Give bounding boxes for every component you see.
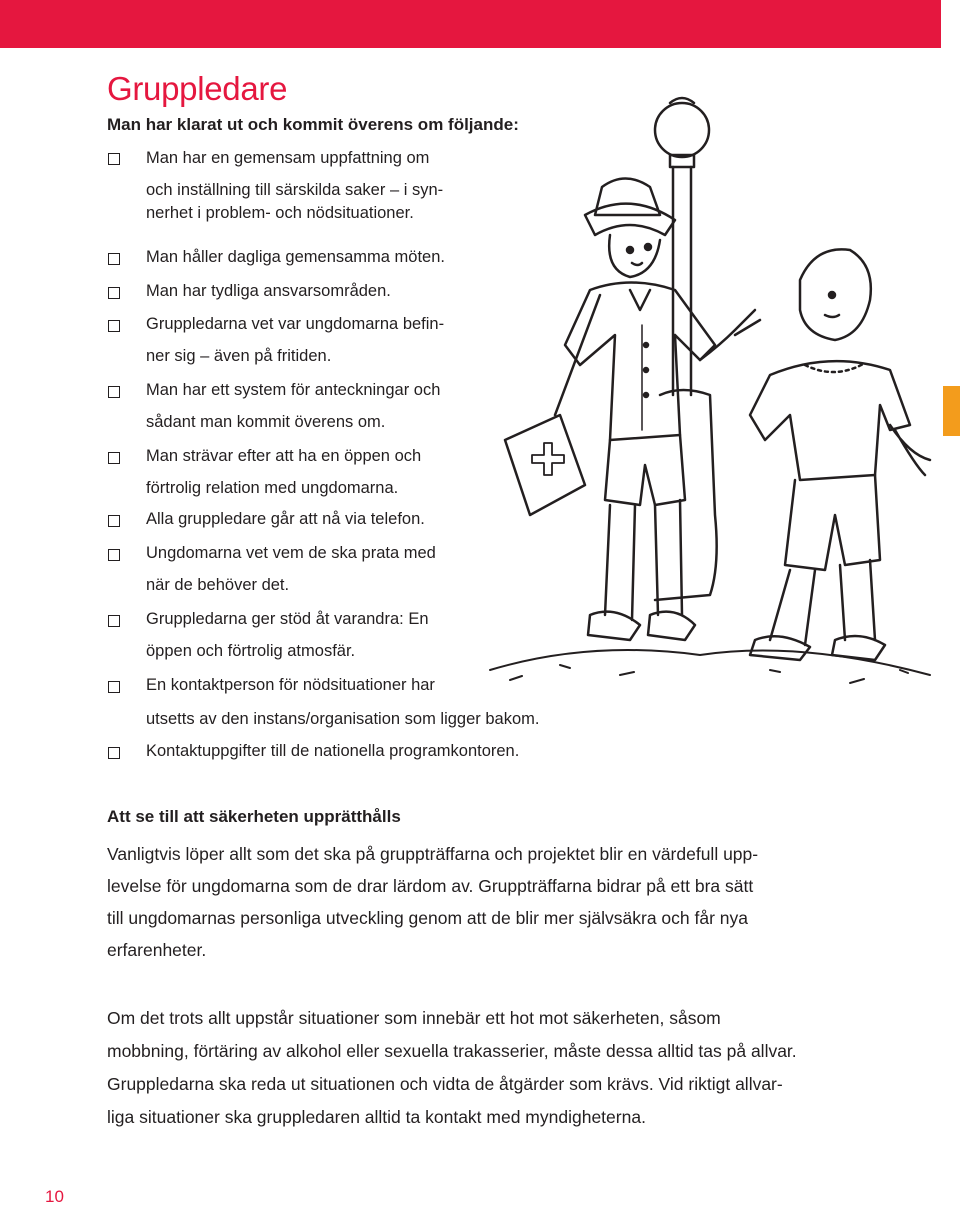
checklist-line: ner sig – även på fritiden. bbox=[146, 347, 332, 365]
checkbox-icon bbox=[108, 253, 120, 265]
checklist-line: Man håller dagliga gemensamma möten. bbox=[146, 248, 445, 266]
paragraph-line: mobbning, förtäring av alkohol eller sexuella trakasserier, måste dessa alltid tas på allvar. bbox=[107, 1041, 797, 1061]
paragraph-line: Om det trots allt uppstår situationer som innebär ett hot mot säkerheten, såsom bbox=[107, 1008, 721, 1028]
page-title: Gruppledare bbox=[107, 70, 288, 107]
checklist-line: när de behöver det. bbox=[146, 576, 290, 594]
paragraph-line: levelse för ungdomarna som de drar lärdom av. Gruppträffarna bidrar på ett bra sätt bbox=[107, 876, 754, 896]
paragraph-line: Gruppledarna ska reda ut situationen och vidta de åtgärder som krävs. Vid riktigt allvar- bbox=[107, 1074, 783, 1094]
paragraph-line: liga situationer ska gruppledaren alltid ta kontakt med myndigheterna. bbox=[107, 1107, 646, 1127]
checkbox-icon bbox=[108, 320, 120, 332]
checklist-line: förtrolig relation med ungdomarna. bbox=[146, 479, 399, 497]
checkbox-icon bbox=[108, 549, 120, 561]
checkbox-icon bbox=[108, 386, 120, 398]
checklist-line: utsetts av den instans/organisation som ligger bakom. bbox=[146, 710, 540, 728]
checkbox-icon bbox=[108, 681, 120, 693]
top-color-bar bbox=[0, 0, 941, 48]
checkbox-icon bbox=[108, 515, 120, 527]
paragraph-line: Vanligtvis löper allt som det ska på gruppträffarna och projektet blir en värdefull upp- bbox=[107, 844, 759, 864]
section-heading: Att se till att säkerheten upprätthålls bbox=[107, 807, 401, 826]
checklist-line: Gruppledarna ger stöd åt varandra: En bbox=[146, 610, 429, 628]
checklist-line: öppen och förtrolig atmosfär. bbox=[146, 642, 356, 660]
checklist-line: En kontaktperson för nödsituationer har bbox=[146, 676, 435, 694]
checkbox-icon bbox=[108, 452, 120, 464]
checklist-line: Alla gruppledare går att nå via telefon. bbox=[146, 510, 425, 528]
paragraph-line: till ungdomarnas personliga utveckling genom att de blir mer självsäkra och får nya bbox=[107, 908, 749, 928]
checklist-line: Man strävar efter att ha en öppen och bbox=[146, 447, 422, 465]
page-number: 10 bbox=[45, 1187, 64, 1206]
checklist-line: Man har tydliga ansvarsområden. bbox=[146, 282, 391, 300]
checkbox-icon bbox=[108, 615, 120, 627]
checklist-line: Man har ett system för anteckningar och bbox=[146, 381, 441, 399]
side-section-tab bbox=[943, 386, 960, 436]
checklist-line: Kontaktuppgifter till de nationella programkontoren. bbox=[146, 742, 520, 760]
checkbox-icon bbox=[108, 747, 120, 759]
checklist-line: sådant man kommit överens om. bbox=[146, 413, 386, 431]
checkbox-icon bbox=[108, 153, 120, 165]
hikers-illustration-icon bbox=[470, 95, 940, 695]
checkbox-icon bbox=[108, 287, 120, 299]
checklist-line: och inställning till särskilda saker – i syn- bbox=[146, 181, 444, 199]
checklist-line: Ungdomarna vet vem de ska prata med bbox=[146, 544, 436, 562]
paragraph-line: erfarenheter. bbox=[107, 940, 207, 960]
checklist-intro: Man har klarat ut och kommit överens om följande: bbox=[107, 115, 519, 134]
checklist-line: Man har en gemensam uppfattning om bbox=[146, 149, 430, 167]
checklist-line: Gruppledarna vet var ungdomarna befin- bbox=[146, 315, 445, 333]
checklist-line: nerhet i problem- och nödsituationer. bbox=[146, 204, 414, 222]
